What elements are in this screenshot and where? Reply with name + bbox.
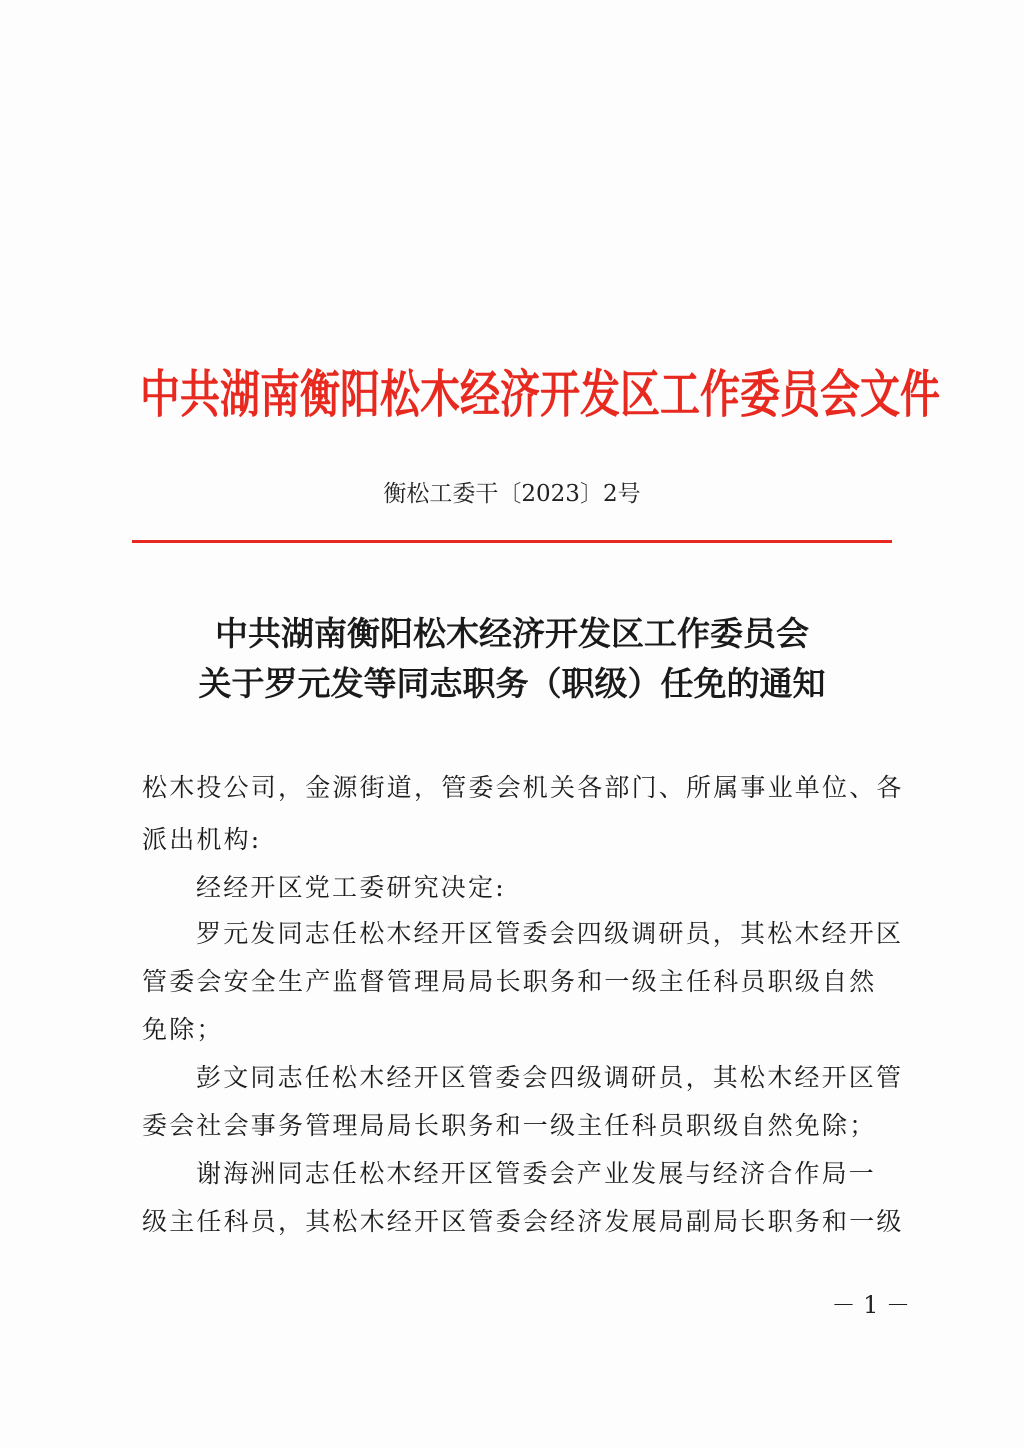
paragraph-3-line-2: 级主任科员，其松木经开区管委会经济发展局副局长职务和一级 [142,1207,904,1236]
paragraph-2-line-2: 委会社会事务管理局局长职务和一级主任科员职级自然免除； [142,1111,877,1140]
paragraph-1-line-2: 管委会安全生产监督管理局局长职务和一级主任科员职级自然 [142,967,877,996]
recipients-line-2: 派出机构: [142,825,262,854]
paragraph-3-line-1: 谢海洲同志任松木经开区管委会产业发展与经济合作局一 [196,1159,877,1188]
page-number: － 1 － [831,1291,910,1319]
red-masthead: 中共湖南衡阳松木经济开发区工作委员会文件 [140,364,940,425]
decision-line: 经经开区党工委研究决定: [196,873,506,902]
red-divider-line [132,540,892,543]
notice-title-line-2: 关于罗元发等同志职务（职级）任免的通知 [198,664,826,703]
notice-title-line-1: 中共湖南衡阳松木经济开发区工作委员会 [215,614,809,653]
paragraph-1-line-1: 罗元发同志任松木经开区管委会四级调研员，其松木经开区 [196,919,904,948]
recipients-line-1: 松木投公司，金源街道，管委会机关各部门、所属事业单位、各 [142,773,904,802]
document-number: 衡松工委干〔2023〕2号 [383,481,641,507]
paragraph-1-line-3: 免除； [142,1015,224,1044]
paragraph-2-line-1: 彭文同志任松木经开区管委会四级调研员，其松木经开区管 [196,1063,904,1092]
